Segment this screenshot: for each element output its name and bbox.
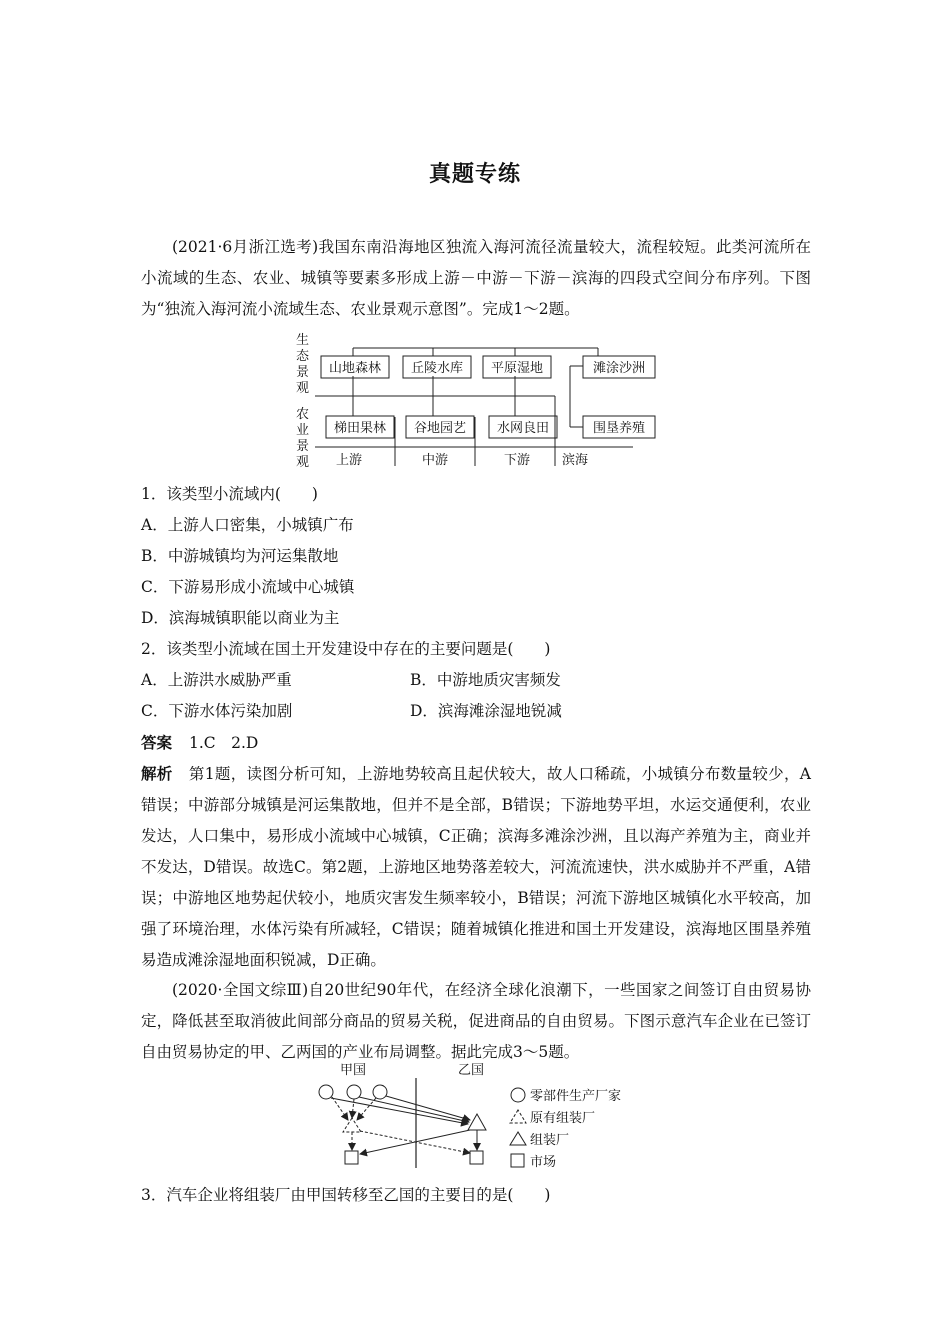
question-1-stem: 1．该类型小流域内( ) bbox=[141, 485, 318, 503]
answer-line bbox=[141, 727, 258, 759]
agri-box-label: 梯田果林 bbox=[333, 421, 387, 436]
question-1-option-d: D．滨海城镇职能以商业为主 bbox=[141, 609, 340, 627]
eco-box-label: 丘陵水库 bbox=[410, 361, 464, 376]
agri-label-char: 景 bbox=[296, 439, 310, 454]
question-1-option-c: C．下游易形成小流域中心城镇 bbox=[141, 578, 355, 596]
answer-text: 1.C 2.D bbox=[188, 734, 259, 752]
eco-box-label: 滩涂沙洲 bbox=[592, 361, 646, 376]
landscape-diagram bbox=[293, 330, 665, 476]
legend-market: 市场 bbox=[530, 1155, 557, 1170]
question-2-option-b: B．中游地质灾害频发 bbox=[410, 671, 561, 689]
zone-label: 上游 bbox=[335, 453, 363, 468]
question-2-stem: 2．该类型小流域在国土开发建设中存在的主要问题是( ) bbox=[141, 640, 551, 658]
intro-paragraph-1: (2021·6月浙江选考)我国东南沿海地区独流入海河流径流量较大，流程较短。此类河流所在小流域的生态、农业、城镇等要素多形成上游－中游－下游－滨海的四段式空间分布序列。下图为“独流入海河流小流域生态、农业景观示意图”。完成1～2题。 bbox=[141, 238, 811, 318]
eco-box-label: 平原湿地 bbox=[490, 361, 544, 376]
question-2-option-d: D．滨海滩涂湿地锐减 bbox=[410, 702, 562, 720]
agri-box-label: 围垦养殖 bbox=[592, 421, 646, 436]
question-3-stem: 3．汽车企业将组装厂由甲国转移至乙国的主要目的是( ) bbox=[141, 1186, 551, 1204]
page-title: 真题专练 bbox=[428, 161, 521, 187]
legend-assembly-plant: 组装厂 bbox=[530, 1133, 570, 1148]
eco-box-label: 山地森林 bbox=[328, 361, 382, 376]
agri-label-char: 观 bbox=[296, 455, 310, 470]
answer-label: 答案 bbox=[141, 733, 173, 752]
eco-label-char: 观 bbox=[296, 381, 310, 396]
eco-label-char: 态 bbox=[296, 349, 310, 364]
legend-original-assembly: 原有组装厂 bbox=[530, 1111, 596, 1126]
analysis-label: 解析 bbox=[141, 764, 173, 783]
analysis-text: 第1题，读图分析可知，上游地势较高且起伏较大，故人口稀疏，小城镇分布数量较少，A错误；中游部分城镇是河运集散地，但并不是全部，B错误；下游地势平坦，水运交通便利，农业发达，人口集中，易形成小流域中心城镇，C正确；滨海多滩涂沙洲，且以海产养殖为主，商业并不发达，D错误。故选C。第2题，上游地区地势落差较大，河流流速快，洪水威胁并不严重，A错误；中游地区地势起伏较小，地质灾害发生频率较小，B错误；河流下游地区城镇化水平较高，加强了环境治理，水体污染有所减轻，C错误；随着城镇化推进和国土开发建设，滨海地区围垦养殖易造成滩涂湿地面积锐减，D正确。 bbox=[141, 765, 811, 969]
zone-label: 滨海 bbox=[561, 453, 589, 468]
analysis-paragraph bbox=[141, 758, 811, 976]
zone-label: 下游 bbox=[503, 453, 531, 468]
eco-label-char: 生 bbox=[296, 333, 310, 348]
question-2-option-a: A．上游洪水威胁严重 bbox=[141, 671, 292, 689]
question-2-option-c: C．下游水体污染加剧 bbox=[141, 702, 293, 720]
eco-label-char: 景 bbox=[296, 365, 310, 380]
country-b-label: 乙国 bbox=[458, 1063, 485, 1078]
agri-box-label: 谷地园艺 bbox=[413, 421, 467, 436]
agri-box-label: 水网良田 bbox=[496, 421, 550, 436]
zone-label: 中游 bbox=[421, 453, 449, 468]
agri-label-char: 农 bbox=[296, 407, 310, 422]
agri-label-char: 业 bbox=[296, 423, 310, 438]
country-a-label: 甲国 bbox=[340, 1063, 367, 1078]
relocation-diagram bbox=[312, 1060, 652, 1174]
legend-parts-supplier: 零部件生产厂家 bbox=[530, 1089, 622, 1104]
intro-paragraph-2: (2020·全国文综Ⅲ)自20世纪90年代，在经济全球化浪潮下，一些国家之间签订自由贸易协定，降低甚至取消彼此间部分商品的贸易关税，促进商品的自由贸易。下图示意汽车企业在已签订自由贸易协定的甲、乙两国的产业布局调整。据此完成3～5题。 bbox=[141, 981, 811, 1061]
question-1-option-b: B．中游城镇均为河运集散地 bbox=[141, 547, 339, 565]
question-1-option-a: A．上游人口密集，小城镇广布 bbox=[141, 516, 354, 534]
